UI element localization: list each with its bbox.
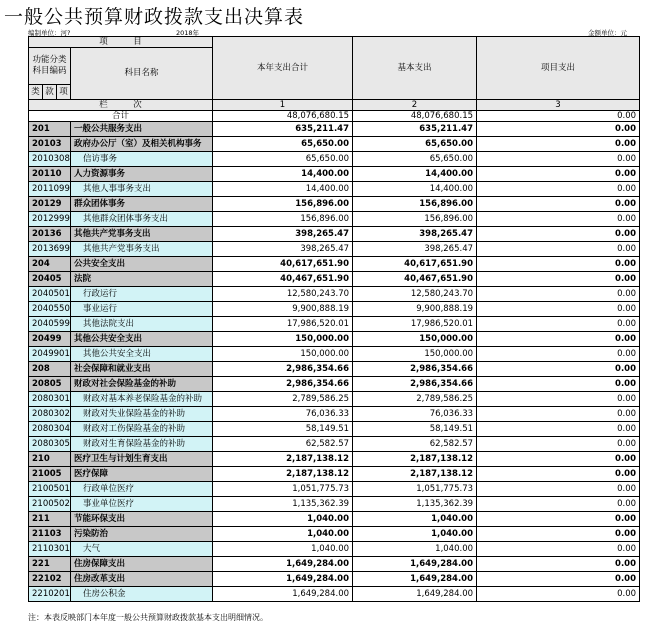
table-row <box>29 407 640 422</box>
row-basic: 156,896.00 <box>353 197 477 212</box>
row-project: 0.00 <box>477 347 640 362</box>
table-row <box>29 527 640 542</box>
table-row <box>29 137 640 152</box>
row-basic: 17,986,520.01 <box>353 317 477 332</box>
row-code: 204 <box>29 257 71 272</box>
row-name: 其他法院支出 <box>71 317 213 332</box>
header-col1: 1 <box>213 100 353 111</box>
row-project: 0.00 <box>477 167 640 182</box>
row-project: 0.00 <box>477 182 640 197</box>
row-total: 2,986,354.66 <box>213 377 353 392</box>
row-name: 财政对工伤保险基金的补助 <box>71 422 213 437</box>
row-project: 0.00 <box>477 422 640 437</box>
table-row <box>29 437 640 452</box>
row-project: 0.00 <box>477 467 640 482</box>
row-total: 635,211.47 <box>213 122 353 137</box>
row-project: 0.00 <box>477 362 640 377</box>
row-project: 0.00 <box>477 197 640 212</box>
report-year: 2018年 <box>176 29 200 37</box>
table-row <box>29 257 640 272</box>
row-total: 398,265.47 <box>213 227 353 242</box>
row-code: 2100501 <box>29 482 71 497</box>
row-basic: 1,135,362.39 <box>353 497 477 512</box>
row-basic: 635,211.47 <box>353 122 477 137</box>
row-project: 0.00 <box>477 332 640 347</box>
row-project: 0.00 <box>477 317 640 332</box>
row-project: 0.00 <box>477 482 640 497</box>
row-code: 221 <box>29 557 71 572</box>
row-code: 20129 <box>29 197 71 212</box>
row-project: 0.00 <box>477 497 640 512</box>
table-row <box>29 287 640 302</box>
row-basic: 40,617,651.90 <box>353 257 477 272</box>
row-project: 0.00 <box>477 227 640 242</box>
row-name: 公共安全支出 <box>71 257 213 272</box>
row-code: 2080304 <box>29 422 71 437</box>
header-kuan: 款 <box>43 85 57 100</box>
row-code: 2080305 <box>29 437 71 452</box>
total-basic: 48,076,680.15 <box>353 111 477 122</box>
row-basic: 14,400.00 <box>353 167 477 182</box>
row-basic: 156,896.00 <box>353 212 477 227</box>
row-basic: 76,036.33 <box>353 407 477 422</box>
row-total: 12,580,243.70 <box>213 287 353 302</box>
row-basic: 2,986,354.66 <box>353 377 477 392</box>
row-project: 0.00 <box>477 587 640 602</box>
row-total: 58,149.51 <box>213 422 353 437</box>
row-project: 0.00 <box>477 512 640 527</box>
row-project: 0.00 <box>477 407 640 422</box>
header-func-code: 功能分类 科目编码 <box>29 48 71 85</box>
header-row-item <box>29 37 640 48</box>
row-basic: 9,900,888.19 <box>353 302 477 317</box>
header-basic: 基本支出 <box>353 37 477 100</box>
row-name: 其他公共安全支出 <box>71 347 213 362</box>
row-code: 2210201 <box>29 587 71 602</box>
row-code: 2011099 <box>29 182 71 197</box>
row-project: 0.00 <box>477 287 640 302</box>
header-row-lanci <box>29 100 640 111</box>
expenditure-table <box>28 36 640 602</box>
table-row <box>29 467 640 482</box>
row-name: 其他公共安全支出 <box>71 332 213 347</box>
header-col2: 2 <box>353 100 477 111</box>
row-name: 节能环保支出 <box>71 512 213 527</box>
header-subject-name: 科目名称 <box>71 48 213 100</box>
table-row <box>29 332 640 347</box>
table-row <box>29 302 640 317</box>
row-total: 40,467,651.90 <box>213 272 353 287</box>
row-name: 人力资源事务 <box>71 167 213 182</box>
row-basic: 1,649,284.00 <box>353 572 477 587</box>
row-name: 事业运行 <box>71 302 213 317</box>
row-code: 2080302 <box>29 407 71 422</box>
header-item: 项 目 <box>29 37 213 48</box>
row-basic: 1,051,775.73 <box>353 482 477 497</box>
row-total: 2,986,354.66 <box>213 362 353 377</box>
row-basic: 40,467,651.90 <box>353 272 477 287</box>
header-col3: 3 <box>477 100 640 111</box>
row-basic: 12,580,243.70 <box>353 287 477 302</box>
row-name: 社会保障和就业支出 <box>71 362 213 377</box>
header-xiang: 项 <box>57 85 71 100</box>
row-basic: 58,149.51 <box>353 422 477 437</box>
row-total: 9,900,888.19 <box>213 302 353 317</box>
row-name: 财政对失业保险基金的补助 <box>71 407 213 422</box>
row-name: 住房公积金 <box>71 587 213 602</box>
table-row <box>29 242 640 257</box>
row-total: 1,649,284.00 <box>213 557 353 572</box>
row-project: 0.00 <box>477 272 640 287</box>
row-name: 一般公共服务支出 <box>71 122 213 137</box>
row-name: 行政运行 <box>71 287 213 302</box>
row-project: 0.00 <box>477 437 640 452</box>
table-row <box>29 587 640 602</box>
row-total: 76,036.33 <box>213 407 353 422</box>
row-code: 201 <box>29 122 71 137</box>
row-total: 1,649,284.00 <box>213 587 353 602</box>
row-code: 20499 <box>29 332 71 347</box>
row-total: 65,650.00 <box>213 137 353 152</box>
row-name: 污染防治 <box>71 527 213 542</box>
row-basic: 2,789,586.25 <box>353 392 477 407</box>
table-row <box>29 197 640 212</box>
row-code: 2049901 <box>29 347 71 362</box>
row-project: 0.00 <box>477 137 640 152</box>
table-row <box>29 362 640 377</box>
row-total: 1,040.00 <box>213 512 353 527</box>
row-name: 行政单位医疗 <box>71 482 213 497</box>
row-project: 0.00 <box>477 557 640 572</box>
row-code: 2040501 <box>29 287 71 302</box>
row-basic: 150,000.00 <box>353 332 477 347</box>
row-basic: 2,187,138.12 <box>353 467 477 482</box>
table-row <box>29 392 640 407</box>
row-code: 21005 <box>29 467 71 482</box>
table-row <box>29 317 640 332</box>
row-name: 大气 <box>71 542 213 557</box>
row-code: 22102 <box>29 572 71 587</box>
row-name: 信访事务 <box>71 152 213 167</box>
total-label: 合计 <box>29 111 213 122</box>
row-project: 0.00 <box>477 152 640 167</box>
table-row <box>29 512 640 527</box>
row-total: 1,040.00 <box>213 542 353 557</box>
table-row <box>29 167 640 182</box>
row-project: 0.00 <box>477 212 640 227</box>
table-row <box>29 557 640 572</box>
header-lanci: 栏 次 <box>29 100 213 111</box>
table-row <box>29 347 640 362</box>
row-total: 150,000.00 <box>213 332 353 347</box>
row-code: 211 <box>29 512 71 527</box>
row-basic: 14,400.00 <box>353 182 477 197</box>
row-code: 2040599 <box>29 317 71 332</box>
row-total: 2,187,138.12 <box>213 467 353 482</box>
row-project: 0.00 <box>477 257 640 272</box>
row-project: 0.00 <box>477 122 640 137</box>
row-project: 0.00 <box>477 542 640 557</box>
row-name: 医疗保障 <box>71 467 213 482</box>
row-code: 210 <box>29 452 71 467</box>
table-row <box>29 272 640 287</box>
row-name: 法院 <box>71 272 213 287</box>
header-total: 本年支出合计 <box>213 37 353 100</box>
row-basic: 398,265.47 <box>353 242 477 257</box>
row-name: 住房改革支出 <box>71 572 213 587</box>
table-row <box>29 572 640 587</box>
row-total: 1,135,362.39 <box>213 497 353 512</box>
row-code: 2013699 <box>29 242 71 257</box>
table-row <box>29 227 640 242</box>
row-total: 14,400.00 <box>213 182 353 197</box>
row-code: 20103 <box>29 137 71 152</box>
row-name: 其他共产党事务支出 <box>71 242 213 257</box>
row-total: 1,051,775.73 <box>213 482 353 497</box>
table-row <box>29 482 640 497</box>
row-name: 政府办公厅（室）及相关机构事务 <box>71 137 213 152</box>
table-row <box>29 212 640 227</box>
currency-unit: 金额单位：元 <box>588 29 627 37</box>
row-total: 156,896.00 <box>213 197 353 212</box>
row-total: 62,582.57 <box>213 437 353 452</box>
row-code: 2080301 <box>29 392 71 407</box>
row-basic: 1,649,284.00 <box>353 587 477 602</box>
row-code: 2012999 <box>29 212 71 227</box>
row-project: 0.00 <box>477 242 640 257</box>
row-project: 0.00 <box>477 302 640 317</box>
row-code: 208 <box>29 362 71 377</box>
row-name: 其他人事事务支出 <box>71 182 213 197</box>
row-code: 21103 <box>29 527 71 542</box>
row-total: 150,000.00 <box>213 347 353 362</box>
row-code: 2040550 <box>29 302 71 317</box>
table-row <box>29 542 640 557</box>
row-name: 财政对生育保险基金的补助 <box>71 437 213 452</box>
row-basic: 1,040.00 <box>353 527 477 542</box>
total-project: 0.00 <box>477 111 640 122</box>
row-code: 20110 <box>29 167 71 182</box>
row-basic: 150,000.00 <box>353 347 477 362</box>
row-project: 0.00 <box>477 527 640 542</box>
row-total: 40,617,651.90 <box>213 257 353 272</box>
reporting-unit: 编制单位：河? <box>28 29 71 37</box>
total-amount: 48,076,680.15 <box>213 111 353 122</box>
row-basic: 65,650.00 <box>353 152 477 167</box>
row-code: 20805 <box>29 377 71 392</box>
row-basic: 62,582.57 <box>353 437 477 452</box>
row-total: 65,650.00 <box>213 152 353 167</box>
row-code: 20136 <box>29 227 71 242</box>
row-basic: 1,040.00 <box>353 542 477 557</box>
row-name: 事业单位医疗 <box>71 497 213 512</box>
row-project: 0.00 <box>477 392 640 407</box>
row-basic: 398,265.47 <box>353 227 477 242</box>
table-row <box>29 452 640 467</box>
row-total: 1,040.00 <box>213 527 353 542</box>
row-total: 156,896.00 <box>213 212 353 227</box>
row-code: 2110301 <box>29 542 71 557</box>
header-project: 项目支出 <box>477 37 640 100</box>
row-name: 财政对基本养老保险基金的补助 <box>71 392 213 407</box>
row-code: 2010308 <box>29 152 71 167</box>
row-total: 1,649,284.00 <box>213 572 353 587</box>
row-name: 住房保障支出 <box>71 557 213 572</box>
row-basic: 65,650.00 <box>353 137 477 152</box>
row-basic: 2,986,354.66 <box>353 362 477 377</box>
footnote: 注：本表反映部门本年度一般公共预算财政拨款基本支出明细情况。 <box>28 613 268 622</box>
row-total: 398,265.47 <box>213 242 353 257</box>
row-basic: 1,040.00 <box>353 512 477 527</box>
row-project: 0.00 <box>477 452 640 467</box>
row-code: 20405 <box>29 272 71 287</box>
row-total: 17,986,520.01 <box>213 317 353 332</box>
row-basic: 1,649,284.00 <box>353 557 477 572</box>
header-lei: 类 <box>29 85 43 100</box>
row-total: 14,400.00 <box>213 167 353 182</box>
row-name: 财政对社会保险基金的补助 <box>71 377 213 392</box>
row-code: 2100502 <box>29 497 71 512</box>
table-row <box>29 422 640 437</box>
page-title: 一般公共预算财政拨款支出决算表 <box>4 6 305 28</box>
row-name: 医疗卫生与计划生育支出 <box>71 452 213 467</box>
table-row <box>29 122 640 137</box>
table-row <box>29 377 640 392</box>
table-row <box>29 497 640 512</box>
total-row <box>29 111 640 122</box>
row-project: 0.00 <box>477 377 640 392</box>
row-name: 群众团体事务 <box>71 197 213 212</box>
row-total: 2,187,138.12 <box>213 452 353 467</box>
table-row <box>29 182 640 197</box>
row-project: 0.00 <box>477 572 640 587</box>
row-name: 其他共产党事务支出 <box>71 227 213 242</box>
row-basic: 2,187,138.12 <box>353 452 477 467</box>
table-row <box>29 152 640 167</box>
row-total: 2,789,586.25 <box>213 392 353 407</box>
row-name: 其他群众团体事务支出 <box>71 212 213 227</box>
